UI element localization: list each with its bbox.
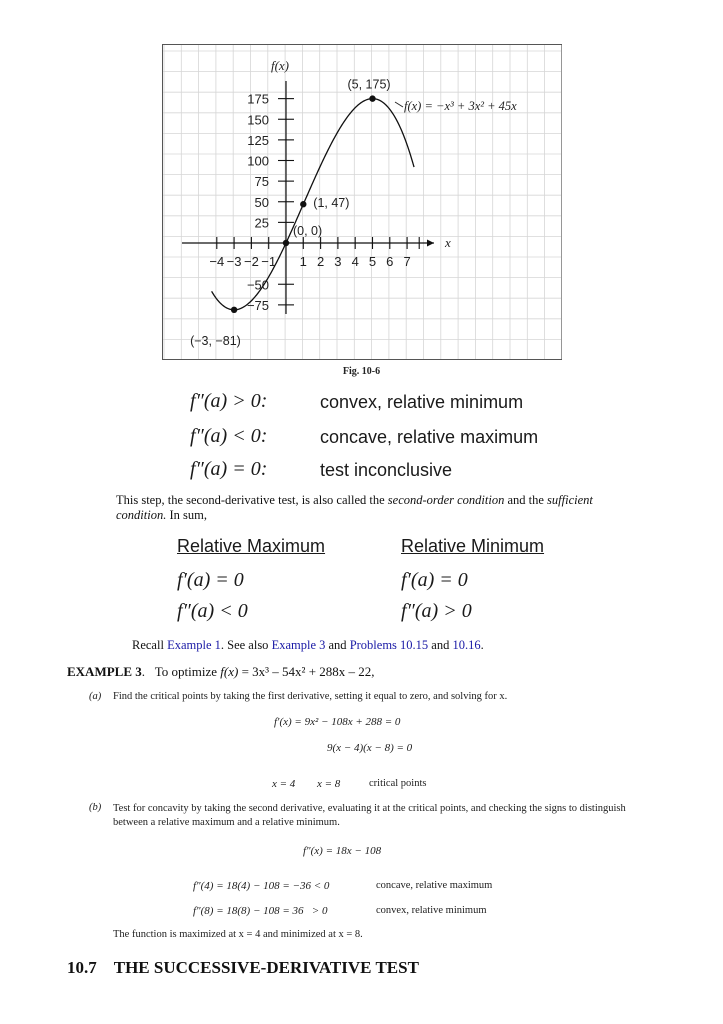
x-tick-label: 2 [316, 254, 325, 269]
recall-text-2: . See also [220, 638, 272, 652]
link-example-1[interactable]: Example 1 [167, 638, 221, 652]
point-label: (1, 47) [313, 196, 350, 211]
example-3-intro [67, 664, 375, 679]
link-problems-10-15[interactable]: Problems 10.15 [349, 638, 429, 652]
para-term-condition: condition. [116, 508, 167, 522]
link-example-3[interactable]: Example 3 [271, 638, 326, 652]
relative-minimum-title: Relative Minimum [401, 536, 545, 556]
min-first-derivative: f′(a) = 0 [401, 569, 468, 591]
x-axis-label: x [445, 235, 451, 250]
y-tick-label: 175 [247, 91, 269, 107]
relative-maximum-title: Relative Maximum [177, 536, 326, 556]
para-text-2: and the [504, 493, 548, 507]
part-b-tag: (b) [89, 802, 102, 813]
x-tick-label: 6 [386, 254, 394, 269]
y-tick-label: 50 [254, 194, 269, 210]
point-label: (5, 175) [347, 77, 391, 92]
condition-3-text: test inconclusive [320, 460, 453, 480]
second-order-paragraph [116, 493, 646, 523]
condition-2-math: f″(a) < 0: [190, 425, 268, 447]
x-tick-label: −3 [226, 254, 242, 269]
condition-3-math: f″(a) = 0: [190, 458, 268, 480]
point-label: (−3, −81) [190, 333, 241, 348]
section-title: THE SUCCESSIVE-DERIVATIVE TEST [113, 958, 419, 977]
example-function: = 3x³ – 54x² + 288x – 22, [238, 664, 375, 679]
second-derivative-equation: f″(x) = 18x − 108 [303, 845, 382, 857]
x-tick-label: 5 [368, 254, 377, 269]
x-tick-label: −2 [243, 254, 259, 269]
y-tick-label: 75 [254, 174, 269, 190]
y-tick-label: 125 [247, 132, 269, 148]
x-tick-label: 3 [334, 254, 342, 269]
section-number: 10.7 [67, 958, 97, 977]
function-label: f(x) = −x³ + 3x² + 45x [404, 99, 517, 113]
example-label: EXAMPLE 3 [67, 664, 142, 679]
first-derivative-equation: f′(x) = 9x² − 108x + 288 = 0 [274, 716, 401, 728]
recall-text-1: Recall [132, 638, 168, 652]
figure-frame [163, 45, 562, 360]
y-tick-label: 100 [247, 153, 269, 169]
critical-point-marker [300, 201, 306, 207]
critical-point-marker [283, 240, 289, 246]
conclusion-text: The function is maximized at x = 4 and minimized at x = 8. [113, 929, 363, 940]
example-fx: f(x) [220, 664, 239, 679]
recall-text-5: . [480, 638, 484, 652]
y-tick-label: −75 [246, 297, 269, 313]
critical-point-8: x = 8 [317, 778, 341, 790]
x-tick-label: 4 [351, 254, 359, 269]
y-tick-label: −50 [246, 277, 269, 293]
para-text-3: In sum, [166, 508, 207, 522]
result-at-4: concave, relative maximum [376, 880, 493, 891]
critical-point-4: x = 4 [272, 778, 296, 790]
critical-point-marker [231, 307, 237, 313]
x-tick-label: 7 [403, 254, 411, 269]
recall-line [132, 638, 484, 653]
condition-2-text: concave, relative maximum [320, 427, 539, 447]
critical-points-label: critical points [369, 778, 427, 789]
part-b-text: Test for concavity by taking the second derivative, evaluating it at the critical points, and checking the signs to distinguish between a relative maximum and a relative minimum. [113, 803, 626, 828]
link-problem-10-16[interactable]: 10.16 [452, 638, 481, 652]
second-derivative-at-8: f″(8) = 18(8) − 108 = 36 > 0 [193, 905, 328, 917]
example-intro-text: To optimize [154, 664, 221, 679]
y-tick-label: 150 [247, 112, 269, 128]
part-a-text: Find the critical points by taking the first derivative, setting it equal to zero, and solving for x. [113, 691, 508, 702]
point-label: (0, 0) [293, 224, 323, 238]
figure-10-6-graph [162, 44, 562, 360]
recall-text-4: and [428, 638, 453, 652]
example-label-dot: . [141, 664, 145, 679]
y-tick-label: 25 [254, 215, 269, 231]
part-a-tag: (a) [89, 691, 102, 702]
recall-text-3: and [325, 638, 350, 652]
second-derivative-at-4: f″(4) = 18(4) − 108 = −36 < 0 [193, 880, 330, 892]
para-text-1: This step, the second-derivative test, is also called the [116, 493, 388, 507]
min-second-derivative: f″(a) > 0 [401, 600, 472, 622]
para-term-second-order: second-order condition [387, 493, 505, 507]
x-tick-label: −1 [261, 254, 277, 269]
x-tick-label: 1 [299, 254, 307, 269]
section-heading [67, 958, 419, 978]
condition-1-math: f″(a) > 0: [190, 390, 268, 412]
max-first-derivative: f′(a) = 0 [177, 569, 244, 591]
para-term-sufficient: sufficient [547, 493, 593, 507]
y-axis-label: f(x) [270, 58, 290, 73]
x-tick-label: −4 [209, 254, 225, 269]
condition-1-text: convex, relative minimum [320, 392, 524, 412]
max-second-derivative: f″(a) < 0 [177, 600, 248, 622]
critical-point-marker [369, 95, 375, 101]
figure-caption: Fig. 10-6 [342, 366, 381, 377]
factored-equation: 9(x − 4)(x − 8) = 0 [327, 742, 413, 754]
result-at-8: convex, relative minimum [376, 905, 487, 916]
